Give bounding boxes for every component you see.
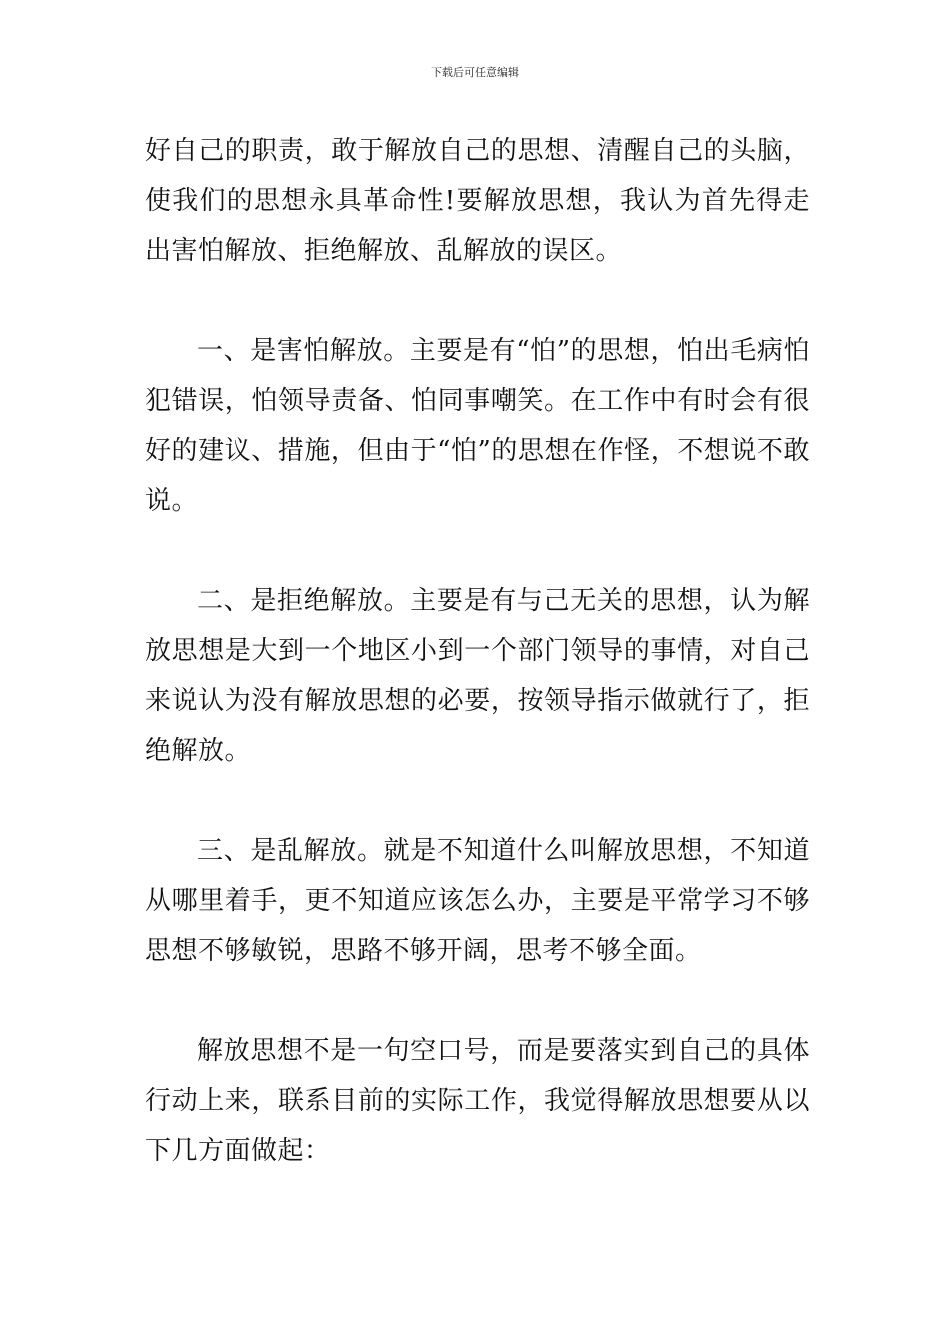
paragraph-spacer	[145, 526, 810, 576]
paragraph-spacer	[145, 276, 810, 326]
paragraph-spacer	[145, 976, 810, 1026]
paragraph-2: 一、是害怕解放。主要是有“怕”的思想，怕出毛病怕犯错误，怕领导责备、怕同事嘲笑。在工作中有时会有很好的建议、措施，但由于“怕”的思想在作怪，不想说不敢说。	[145, 336, 810, 516]
paragraph-spacer	[145, 776, 810, 826]
paragraph-4: 三、是乱解放。就是不知道什么叫解放思想，不知道从哪里着手，更不知道应该怎么办，主要是平常学习不够思想不够敏锐，思路不够开阔，思考不够全面。	[145, 836, 810, 966]
document-body	[145, 126, 810, 1176]
page-header-note: 下载后可任意编辑	[431, 66, 519, 79]
paragraph-1: 好自己的职责，敢于解放自己的思想、清醒自己的头脑，使我们的思想永具革命性!要解放思想，我认为首先得走出害怕解放、拒绝解放、乱解放的误区。	[145, 136, 810, 266]
paragraph-3: 二、是拒绝解放。主要是有与己无关的思想，认为解放思想是大到一个地区小到一个部门领导的事情，对自己来说认为没有解放思想的必要，按领导指示做就行了，拒绝解放。	[145, 586, 810, 766]
paragraph-5: 解放思想不是一句空口号，而是要落实到自己的具体行动上来，联系目前的实际工作，我觉得解放思想要从以下几方面做起：	[145, 1036, 810, 1166]
